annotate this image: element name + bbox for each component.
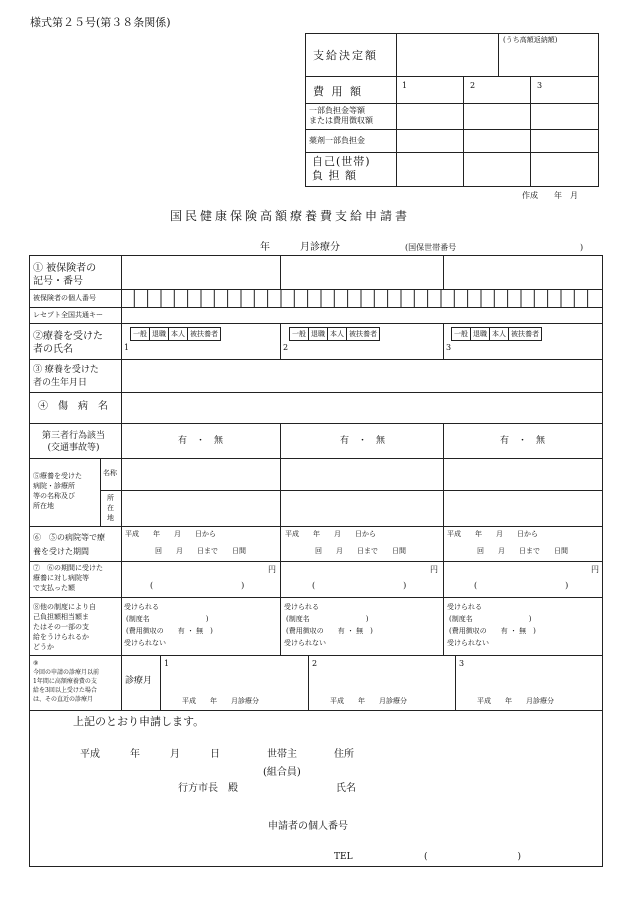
cat-self[interactable]: 本人 <box>168 327 188 341</box>
period-from-3: 平成 年 月 日から <box>447 530 538 538</box>
period-to-1: 回 月 日まで 日間 <box>155 547 246 555</box>
other-l2-2: (制度名 ) <box>286 615 369 623</box>
applicant-mynumber-label: 申請者の個人番号 <box>268 821 348 832</box>
declaration-text: 上記のとおり申請します。 <box>73 715 205 728</box>
patient-num-1: 1 <box>124 343 130 352</box>
paid-amount-label: ⑦ ⑥の期間に受けた 療養に対し病院等 で支払った額 <box>33 564 103 592</box>
period-from-1: 平成 年 月 日から <box>125 530 216 538</box>
cat-dependent[interactable]: 被扶養者 <box>346 327 380 341</box>
category-box-3 <box>451 327 541 341</box>
cat-retired[interactable]: 退職 <box>470 327 490 341</box>
prev-month-2: 平成 年 月診療分 <box>330 697 407 705</box>
third-party-2[interactable]: 有 ・ 無 <box>340 436 386 446</box>
period-from-2: 平成 年 月 日から <box>285 530 376 538</box>
yen-3: 円 <box>591 565 599 574</box>
yen-2: 円 <box>430 565 438 574</box>
disease-name-label: ④ 傷 病 名 <box>38 401 108 412</box>
insured-mynumber-label: 被保険者の個人番号 <box>33 294 96 302</box>
col-3: 3 <box>537 81 543 90</box>
cat-dependent[interactable]: 被扶養者 <box>508 327 542 341</box>
hospital-label: ⑤療養を受けた 病院・診療所 等の名称及び 所在地 <box>33 472 82 510</box>
category-box-1 <box>130 327 220 341</box>
patient-num-2: 2 <box>283 343 289 352</box>
other-l1-2: 受けられる <box>284 603 319 611</box>
insured-number-label: ① 被保険者の 記号・番号 <box>33 263 97 287</box>
self-burden-label: 自己(世帯) 負 担 額 <box>312 155 371 182</box>
period-to-3: 回 月 日まで 日間 <box>477 547 568 555</box>
household-number-label: (国保世帯番号 <box>405 243 457 252</box>
category-box-2 <box>289 327 379 341</box>
cat-general[interactable]: 一般 <box>130 327 150 341</box>
other-l2-1: (制度名 ) <box>126 615 209 623</box>
receipt-key-label: レセプト全国共通キー <box>33 311 103 319</box>
addressee: 行方市長 殿 <box>178 783 238 794</box>
name-label: 氏名 <box>336 783 356 794</box>
other-system-label: ⑧他の制度により自 己負担額相当額ま たはその一部の支 給をうけられるか どうか <box>33 603 96 651</box>
treatment-month-sub: 診療月 <box>125 676 153 686</box>
third-party-3[interactable]: 有 ・ 無 <box>500 436 546 446</box>
treatment-period-label: ⑥ ⑤の病院等で療 養を受けた期間 <box>33 533 105 556</box>
patient-num-3: 3 <box>446 343 452 352</box>
period-to-2: 回 月 日まで 日間 <box>315 547 406 555</box>
other-l4-1: 受けられない <box>124 639 166 647</box>
number-grid <box>121 289 603 323</box>
hospital-name-label: 名称 <box>103 469 117 477</box>
paid-paren-3: ( ) <box>474 581 569 590</box>
other-l1-3: 受けられる <box>447 603 482 611</box>
paid-paren-2: ( ) <box>312 581 407 590</box>
prev-num-2: 2 <box>312 659 318 668</box>
cat-self[interactable]: 本人 <box>489 327 509 341</box>
other-l2-3: (制度名 ) <box>449 615 532 623</box>
col-2: 2 <box>470 81 476 90</box>
patient-birthdate-label: ③ 療養を受けた 者の生年月日 <box>33 365 99 388</box>
cat-general[interactable]: 一般 <box>451 327 471 341</box>
cat-self[interactable]: 本人 <box>327 327 347 341</box>
created-date: 作成 年 月 <box>522 191 578 200</box>
col-1: 1 <box>402 81 408 90</box>
other-l4-2: 受けられない <box>284 639 326 647</box>
yen-1: 円 <box>268 565 276 574</box>
household-head-label: 世帯主 <box>267 749 297 760</box>
form-number: 様式第２５号(第３８条関係) <box>30 16 171 29</box>
cat-retired[interactable]: 退職 <box>308 327 328 341</box>
other-l3-1: (費用徴収の 有 ・ 無 ) <box>126 627 213 635</box>
address-label: 住所 <box>334 749 354 760</box>
prev-month-3: 平成 年 月診療分 <box>477 697 554 705</box>
cat-dependent[interactable]: 被扶養者 <box>187 327 221 341</box>
union-member-label: (組合員) <box>263 767 301 778</box>
third-party-label: 第三者行為該当 (交通事故等) <box>42 431 106 453</box>
cat-retired[interactable]: 退職 <box>149 327 169 341</box>
hospital-address-label: 所 在 地 <box>107 494 114 522</box>
other-l4-3: 受けられない <box>447 639 489 647</box>
treatment-month: 年 月診療分 <box>260 242 340 253</box>
approval-amount-label: 支給決定額 <box>313 49 378 62</box>
prev-num-3: 3 <box>459 659 465 668</box>
cat-general[interactable]: 一般 <box>289 327 309 341</box>
third-party-1[interactable]: 有 ・ 無 <box>178 436 224 446</box>
previous-month-label: ⑨ 今回の申請の診療月以前 1年間に高額療養費の支 給を3回以上受けた場合 は、その直近の診療月 <box>33 660 100 703</box>
copay-label: 一部負担金等額 または費用徴収額 <box>309 106 373 125</box>
other-l1-1: 受けられる <box>124 603 159 611</box>
cost-amount-label: 費 用 額 <box>313 85 363 98</box>
patient-name-label: ②療養を受けた 者の氏名 <box>33 331 103 355</box>
refund-note: (うち高額返納額) <box>503 36 558 44</box>
other-l3-2: (費用徴収の 有 ・ 無 ) <box>286 627 373 635</box>
household-number-close: ) <box>580 243 584 252</box>
prev-month-1: 平成 年 月診療分 <box>182 697 259 705</box>
prev-num-1: 1 <box>164 659 170 668</box>
application-date[interactable]: 平成 年 月 日 <box>80 749 220 760</box>
drug-copay-label: 薬剤一部負担金 <box>309 136 365 145</box>
other-l3-3: (費用徴収の 有 ・ 無 ) <box>449 627 536 635</box>
form-title: 国民健康保険高額療養費支給申請書 <box>170 209 411 223</box>
tel-label: TEL <box>334 852 353 862</box>
tel-paren: ( ) <box>424 852 522 862</box>
paid-paren-1: ( ) <box>150 581 245 590</box>
